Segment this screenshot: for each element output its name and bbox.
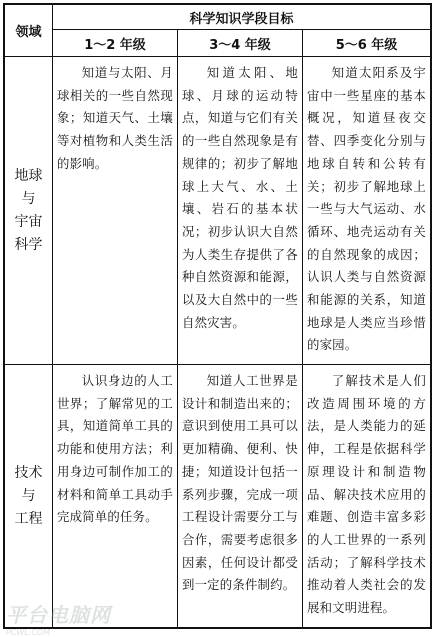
- watermark-sub: PCWL.COM: [6, 628, 51, 637]
- grade-header-1-2: 1～2 年级: [84, 37, 146, 53]
- domain-line: 宇宙: [14, 213, 43, 230]
- cell-earth-grade-5-6: 知道太阳系及宇宙中一些星座的基本概况，知道昼夜交替、四季变化分别与地球自转和公转有关；初步了解地球上一些与大气运动、水循环、地壳运动有关的自然现象的成因；认识人类与自然资源和能源的关系，知道地球是人类应当珍惜的家园。: [307, 65, 426, 353]
- goals-table: [3, 3, 432, 629]
- domain-line: 科学: [14, 236, 43, 253]
- grade-header-3-4: 3～4 年级: [209, 37, 271, 53]
- watermark: [6, 599, 136, 637]
- domain-line: 与: [21, 190, 36, 207]
- group-header: 科学知识学段目标: [189, 11, 294, 27]
- domain-header: 领域: [15, 25, 42, 40]
- domain-line: 技术: [14, 464, 43, 481]
- cell-earth-grade-3-4: 知道太阳、地球、月球的运动特点，知道与它们有关的一些自然现象是有规律的；初步了解地球上大气、水、土壤、岩石的基本状况；初步认识大自然为人类生存提供了各种自然资源和能源，以及大自然中的一些自然灾害。: [182, 65, 298, 330]
- domain-earth-space: [5, 57, 52, 364]
- cell-tech-grade-5-6: 了解技术是人们改造周围环境的方法，是人类能力的延伸，工程是依据科学原理设计和制造物品、解决技术应用的难题、创造丰富多彩的人工世界的一系列活动；了解科学技术推动着人类社会的发展和文明进程。: [307, 373, 426, 616]
- cell-earth-grade-1-2: 知道与太阳、月球相关的一些自然现象；知道天气、土壤等对植物和人类生活的影响。: [57, 65, 173, 171]
- domain-line: 与: [21, 487, 36, 504]
- cell-tech-grade-1-2: 认识身边的人工世界；了解常见的工具，知道简单工具的功能和使用方法；利用身边可制作加工的材料和简单工具动手完成简单的任务。: [57, 373, 173, 525]
- row-divider: [5, 56, 430, 57]
- domain-technology-engineering: [5, 365, 52, 627]
- domain-line: 工程: [14, 510, 43, 527]
- cell-tech-grade-3-4: 知道人工世界是设计和制造出来的；意识到使用工具可以更加精确、便利、快捷；知道设计包括一系列步骤，完成一项工程设计需要分工与合作，需要考虑很多因素，任何设计都受到一定的条件制约。: [182, 373, 298, 593]
- grade-header-5-6: 5～6 年级: [335, 37, 398, 53]
- row-divider: [5, 364, 430, 365]
- watermark-text: 平台电脑网: [6, 603, 111, 627]
- domain-line: 地球: [14, 167, 43, 184]
